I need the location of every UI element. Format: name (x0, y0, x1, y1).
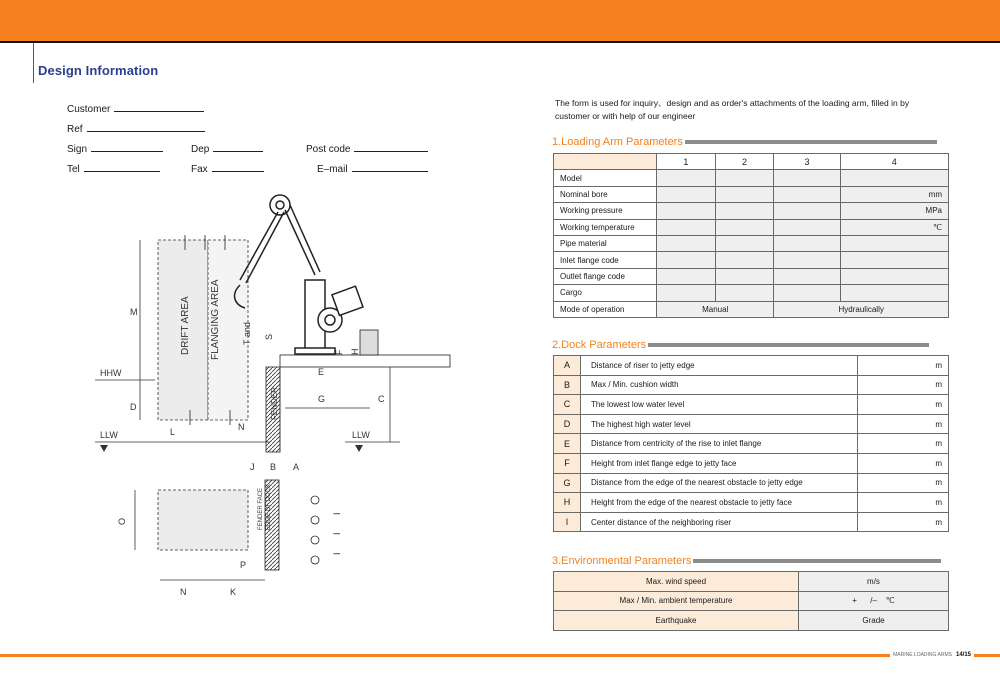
footer-text: MARINE LOADING ARMS (893, 652, 952, 658)
input-cell[interactable] (774, 203, 840, 219)
table-row (554, 572, 949, 592)
diagram-shape (311, 516, 319, 524)
table-cell: Cargo (554, 285, 657, 301)
dep-field[interactable] (191, 142, 263, 155)
fax-field[interactable] (191, 162, 264, 175)
dim-k: K (230, 587, 237, 597)
table-row (554, 235, 949, 251)
heading-text: 1.Loading Arm Parameters (552, 136, 683, 148)
heading-text: 3.Environmental Parameters (552, 555, 692, 567)
input-cell[interactable] (657, 170, 716, 186)
page-number: 14/15 (955, 652, 971, 658)
input-cell[interactable] (774, 219, 840, 235)
table-cell: B (554, 375, 581, 395)
table-cell: The lowest low water level (581, 395, 858, 415)
hhw-label: HHW (100, 368, 122, 378)
dim-f: F (334, 349, 344, 355)
llw-right-label: LLW (352, 430, 370, 440)
table-cell[interactable]: m (858, 473, 949, 493)
intro-text: The form is used for inquiry、design and as order's attachments of the loading arm, filled in by customer or with help of our engineer (555, 98, 910, 121)
dim-l: L (170, 427, 176, 437)
email-field[interactable] (317, 162, 428, 175)
ref-field[interactable] (67, 122, 205, 135)
input-cell[interactable] (657, 203, 716, 219)
table-cell: The highest high water level (581, 414, 858, 434)
tel-field[interactable] (67, 162, 160, 175)
table-cell: Outlet flange code (554, 268, 657, 284)
llw-label: LLW (100, 430, 118, 440)
table-row (554, 268, 949, 284)
table-row (554, 252, 949, 268)
table-cell: Inlet flange code (554, 252, 657, 268)
table-cell: F (554, 453, 581, 473)
table-row (554, 512, 949, 532)
table-cell[interactable]: + /– ℃ (799, 591, 949, 611)
table-cell[interactable]: m (858, 434, 949, 454)
dim-n-top: N (238, 422, 245, 432)
table-cell[interactable]: m (858, 512, 949, 532)
table-cell: C (554, 395, 581, 415)
table-row (554, 453, 949, 473)
input-cell[interactable] (715, 203, 774, 219)
header-blank (554, 154, 657, 170)
loading-arm-table (553, 153, 949, 318)
dim-p: P (240, 560, 247, 570)
table-cell: Nominal bore (554, 186, 657, 202)
mode-row (554, 301, 949, 317)
table-cell: Distance from centricity of the rise to inlet flange (581, 434, 858, 454)
table-cell[interactable]: m (858, 356, 949, 376)
table-header-row (554, 154, 949, 170)
dim-i1: I (332, 512, 342, 515)
tel-label: Tel (67, 164, 80, 175)
table-cell: Height from inlet flange edge to jetty face (581, 453, 858, 473)
input-cell[interactable] (715, 285, 774, 301)
fender-label: FENDER (270, 387, 279, 420)
dim-b: B (270, 462, 277, 472)
table-cell[interactable]: m (858, 453, 949, 473)
fax-label: Fax (191, 164, 208, 175)
table-cell: Max / Min. cushion width (581, 375, 858, 395)
customer-line (114, 102, 204, 112)
table-cell[interactable]: m (858, 375, 949, 395)
title-rule (33, 43, 34, 83)
table-cell: Center distance of the neighboring riser (581, 512, 858, 532)
table-cell[interactable]: m/s (799, 572, 949, 592)
bottom-orange-band (0, 654, 1000, 657)
sign-line (91, 142, 163, 152)
input-cell[interactable] (657, 252, 716, 268)
top-orange-band (0, 0, 1000, 43)
loading-arm-heading (552, 136, 937, 148)
dep-line (213, 142, 263, 152)
table-cell[interactable] (840, 252, 948, 268)
table-row (554, 170, 949, 186)
diagram-shape (158, 490, 248, 550)
dim-c: C (378, 394, 385, 404)
input-cell[interactable] (657, 268, 716, 284)
dim-j: J (250, 462, 255, 472)
input-cell[interactable] (657, 285, 716, 301)
mode-label: Mode of operation (554, 301, 657, 317)
table-row (554, 414, 949, 434)
diagram-shape (246, 212, 284, 283)
heading-rule (685, 140, 937, 144)
dim-e: E (318, 367, 325, 377)
table-cell: E (554, 434, 581, 454)
input-cell[interactable] (657, 186, 716, 202)
dim-s: S (264, 333, 274, 340)
table-cell[interactable] (840, 285, 948, 301)
diagram-shape (355, 445, 363, 452)
dim-i2: I (332, 532, 342, 535)
post-code-field[interactable] (306, 142, 428, 155)
mode-manual-option[interactable]: Manual (657, 301, 774, 317)
diagram-shape (311, 536, 319, 544)
sign-label: Sign (67, 144, 88, 155)
input-cell[interactable] (774, 186, 840, 202)
table-row (554, 493, 949, 513)
table-cell: Max / Min. ambient temperature (554, 591, 799, 611)
table-cell[interactable]: m (858, 414, 949, 434)
table-cell: Height from the edge of the nearest obstacle to jetty face (581, 493, 858, 513)
table-row (554, 395, 949, 415)
table-cell[interactable]: Grade (799, 611, 949, 631)
dim-a: A (293, 462, 300, 472)
mode-hydraulic-option[interactable]: Hydraulically (774, 301, 949, 317)
ref-line (87, 122, 205, 132)
table-cell: Model (554, 170, 657, 186)
col-4-header: 4 (840, 154, 948, 170)
diagram-shape (290, 205, 320, 272)
diagram-shape (235, 195, 363, 354)
table-cell: G (554, 473, 581, 493)
dim-o: O (117, 517, 127, 525)
table-cell: Max. wind speed (554, 572, 799, 592)
table-row (554, 611, 949, 631)
table-cell: Distance from the edge of the nearest obstacle to jetty edge (581, 473, 858, 493)
table-cell: D (554, 414, 581, 434)
drift-area-label: DRIFT AREA (180, 296, 191, 355)
input-cell[interactable] (715, 186, 774, 202)
input-cell[interactable] (657, 219, 716, 235)
fax-line (212, 162, 264, 172)
table-row (554, 434, 949, 454)
table-row (554, 375, 949, 395)
ref-label: Ref (67, 124, 83, 135)
tel-line (84, 162, 160, 172)
table-cell[interactable]: m (858, 395, 949, 415)
diagram-shape (311, 496, 319, 564)
footer (890, 652, 974, 658)
table-cell: A (554, 356, 581, 376)
table-row (554, 356, 949, 376)
table-cell[interactable]: ℃ (840, 219, 948, 235)
edge-of-dock-label: EDGE OF DOCK (266, 483, 272, 530)
dim-d: D (130, 402, 137, 412)
dim-n-bottom: N (180, 587, 187, 597)
input-cell[interactable] (774, 268, 840, 284)
diagram-shape (311, 556, 319, 564)
table-cell: Working temperature (554, 219, 657, 235)
input-cell[interactable] (715, 170, 774, 186)
table-cell[interactable]: MPa (840, 203, 948, 219)
input-cell[interactable] (715, 219, 774, 235)
diagram-shape (100, 445, 108, 452)
input-cell[interactable] (774, 170, 840, 186)
table-cell[interactable]: m (858, 493, 949, 513)
heading-rule (693, 559, 941, 563)
heading-rule (648, 343, 929, 347)
dock-heading (552, 339, 929, 351)
table-cell: Earthquake (554, 611, 799, 631)
table-row (554, 219, 949, 235)
customer-field[interactable] (67, 102, 204, 115)
table-cell: Pipe material (554, 235, 657, 251)
table-row (554, 186, 949, 202)
table-cell[interactable] (840, 235, 948, 251)
dim-g: G (318, 394, 326, 404)
col-3-header: 3 (774, 154, 840, 170)
email-label: E–mail (317, 164, 348, 175)
email-line (352, 162, 428, 172)
post-code-label: Post code (306, 144, 351, 155)
col-2-header: 2 (715, 154, 774, 170)
heading-text: 2.Dock Parameters (552, 339, 647, 351)
sign-field[interactable] (67, 142, 163, 155)
table-cell: I (554, 512, 581, 532)
diagram-shape (295, 348, 335, 354)
diagram-shape (360, 330, 378, 355)
table-row (554, 203, 949, 219)
post-code-line (354, 142, 428, 152)
input-cell[interactable] (774, 252, 840, 268)
loading-arm-diagram (80, 180, 480, 610)
table-cell: Distance of riser to jetty edge (581, 356, 858, 376)
dim-i3: I (332, 552, 342, 555)
diagram-shape (285, 210, 315, 275)
table-cell[interactable] (840, 268, 948, 284)
env-heading (552, 555, 941, 567)
input-cell[interactable] (715, 268, 774, 284)
input-cell[interactable] (657, 235, 716, 251)
dim-t-and: T and (242, 322, 252, 345)
col-1-header: 1 (657, 154, 716, 170)
diagram-shape (270, 195, 290, 215)
input-cell[interactable] (715, 235, 774, 251)
fender-face-label: FENDER FACE (258, 487, 264, 530)
env-table (553, 571, 949, 631)
dep-label: Dep (191, 144, 210, 155)
flanging-area-label: FLANGING AREA (210, 279, 221, 360)
input-cell[interactable] (715, 252, 774, 268)
diagram-shape (280, 355, 450, 367)
table-row (554, 285, 949, 301)
page-title: Design Information (38, 63, 159, 78)
table-cell[interactable]: mm (840, 186, 948, 202)
table-cell: Working pressure (554, 203, 657, 219)
input-cell[interactable] (774, 285, 840, 301)
table-row (554, 591, 949, 611)
dim-m: M (130, 307, 138, 317)
table-row (554, 473, 949, 493)
dock-table (553, 355, 949, 532)
dim-h: H (350, 348, 360, 355)
table-cell: H (554, 493, 581, 513)
diagram-shape (311, 496, 319, 504)
input-cell[interactable] (774, 235, 840, 251)
table-cell[interactable] (840, 170, 948, 186)
customer-label: Customer (67, 104, 111, 115)
